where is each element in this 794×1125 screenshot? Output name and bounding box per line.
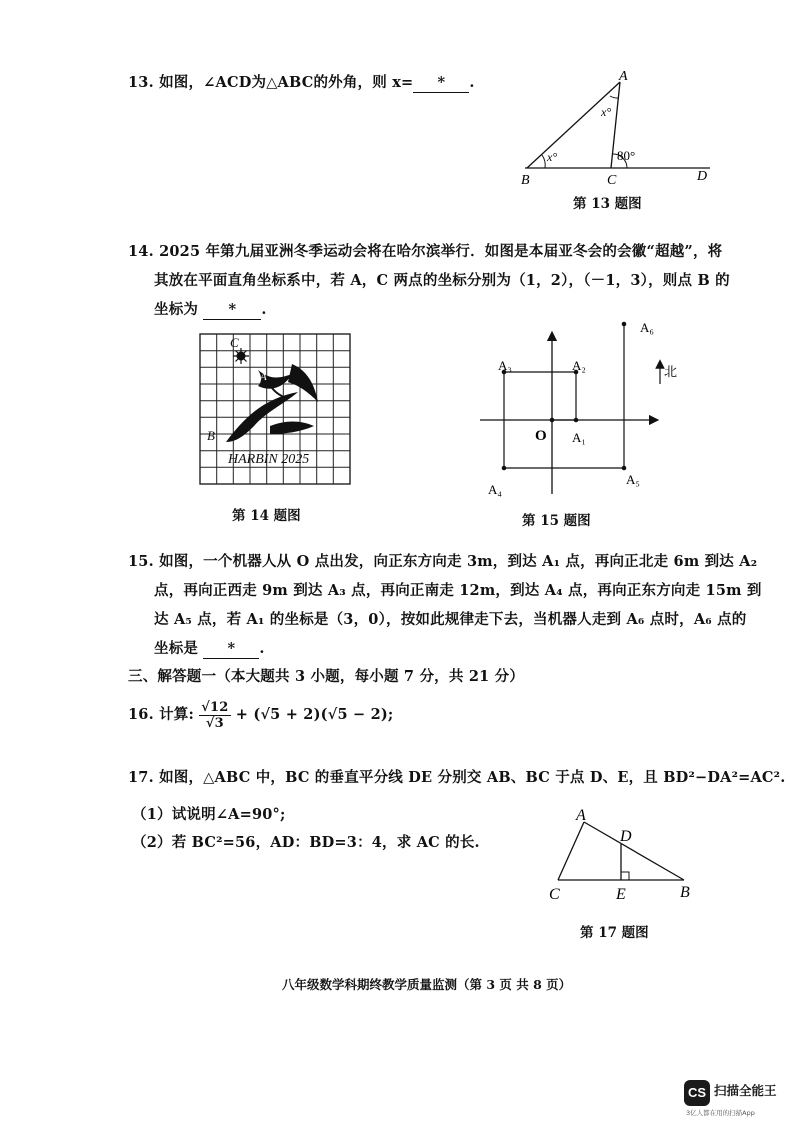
q13-answer-blank: * xyxy=(413,74,469,93)
q15-answer-blank: * xyxy=(203,640,259,659)
label-a: A xyxy=(576,807,586,824)
q15-text-4: 坐标是 xyxy=(154,640,199,657)
point-a1 xyxy=(574,418,579,423)
label-x-bottom: x° xyxy=(547,150,558,164)
label-a: A xyxy=(260,371,267,383)
q16-label: 计算: xyxy=(159,706,195,723)
right-angle-mark xyxy=(621,872,629,880)
q15-number: 15. xyxy=(128,553,154,570)
q13-figure xyxy=(515,66,715,190)
q16-line xyxy=(128,698,393,732)
q17-part-1: （1）试说明∠A=90°; xyxy=(132,806,286,823)
emblem-banner: HARBIN 2025 xyxy=(228,452,310,467)
label-x-top: x° xyxy=(601,105,612,119)
label-80: 80° xyxy=(617,148,636,163)
q14-figure xyxy=(196,330,356,490)
segment-ac xyxy=(558,822,584,880)
q14-number: 14. xyxy=(128,243,154,260)
label-a5: A₅ xyxy=(626,472,640,487)
point-o xyxy=(550,418,555,423)
label-a3: A₃ xyxy=(498,358,512,373)
q13-text: 如图，∠ACD为△ABC的外角，则 x= xyxy=(159,74,414,91)
q17-text-1: 如图，△ABC 中，BC 的垂直平分线 DE 分别交 AB、BC 于点 D、E，且 BD²−DA²=AC². xyxy=(159,769,786,786)
label-b: B xyxy=(680,884,690,901)
q14-text-3: 坐标为 xyxy=(154,301,199,318)
q15-text-1: 如图，一个机器人从 O 点出发，向正东方向走 3m，到达 A₁ 点，再向正北走 6m 到达 A₂ xyxy=(159,553,758,570)
q15-text-end: . xyxy=(259,640,265,657)
q14-line-2: 其放在平面直角坐标系中，若 A，C 两点的坐标分别为（1，2），（－1，3），则点 B 的 xyxy=(154,272,730,289)
q17-number: 17. xyxy=(128,769,154,786)
label-a: A xyxy=(619,69,628,84)
scanner-app-name: 扫描全能王 xyxy=(714,1083,777,1098)
robot-path xyxy=(504,324,624,468)
label-a1: A₁ xyxy=(572,430,586,445)
q16-number: 16. xyxy=(128,706,154,723)
q15-caption: 第 15 题图 xyxy=(522,513,591,529)
q14-text-1: 2025 年第九届亚洲冬季运动会将在哈尔滨举行．如图是本届亚冬会的会徽“超越”，将 xyxy=(159,243,723,260)
label-c: C xyxy=(230,335,239,350)
label-d: D xyxy=(697,169,708,184)
scanner-tagline: 3亿人都在用的扫描App xyxy=(686,1109,755,1117)
label-a2: A₂ xyxy=(572,358,586,373)
page-footer: 八年级数学科期终教学质量监测（第 3 页 共 8 页） xyxy=(282,977,572,992)
label-a4: A₄ xyxy=(488,482,502,497)
point-a5 xyxy=(622,466,627,471)
q14-caption: 第 14 题图 xyxy=(232,508,301,524)
label-c: C xyxy=(607,173,617,188)
q13-caption: 第 13 题图 xyxy=(573,196,642,212)
scanner-logo-icon: CS xyxy=(684,1080,710,1106)
q16-expression: + (√5 + 2)(√5 − 2); xyxy=(235,706,394,723)
q14-line-3 xyxy=(154,295,267,324)
q14-line-1 xyxy=(128,237,722,266)
q17-line-1 xyxy=(128,763,785,792)
q15-line-4 xyxy=(154,634,265,663)
angle-b-arc xyxy=(542,155,545,168)
label-b: B xyxy=(207,428,215,443)
q16-numerator: √12 xyxy=(201,699,229,715)
q13-line xyxy=(128,68,475,97)
label-north: 北 xyxy=(664,364,678,379)
q15-line-2: 点，再向正西走 9m 到达 A₃ 点，再向正南走 12m，到达 A₄ 点，再向正东方向走 15m 到 xyxy=(154,582,762,599)
label-e: E xyxy=(616,886,626,903)
segment-ab xyxy=(527,82,620,168)
q17-part-2: （2）若 BC²=56，AD：BD=3：4，求 AC 的长. xyxy=(132,834,480,851)
label-d: D xyxy=(620,828,632,845)
q15-line-3: 达 A₅ 点，若 A₁ 的坐标是（3，0），按如此规律走下去，当机器人走到 A₆ 点时，A₆ 点的 xyxy=(154,611,747,628)
q15-figure xyxy=(472,316,678,502)
label-a6: A₆ xyxy=(640,320,654,335)
q17-figure xyxy=(540,806,700,904)
point-a4 xyxy=(502,466,507,471)
q17-caption: 第 17 题图 xyxy=(580,925,649,941)
label-o: O xyxy=(535,428,547,444)
q16-fraction xyxy=(199,700,230,731)
q13-text-end: . xyxy=(469,74,475,91)
label-b: B xyxy=(521,173,530,188)
angle-a-arc xyxy=(610,96,619,98)
segment-ab xyxy=(584,822,684,880)
q14-text-end: . xyxy=(261,301,267,318)
point-a6 xyxy=(622,322,627,327)
q15-line-1 xyxy=(128,547,757,576)
q16-denominator: √3 xyxy=(205,715,224,731)
emblem-logo xyxy=(226,364,318,442)
q13-number: 13. xyxy=(128,74,154,91)
label-c: C xyxy=(549,886,560,903)
section-3-heading: 三、解答题一（本大题共 3 小题，每小题 7 分，共 21 分） xyxy=(128,668,525,685)
q14-answer-blank: * xyxy=(203,301,261,320)
